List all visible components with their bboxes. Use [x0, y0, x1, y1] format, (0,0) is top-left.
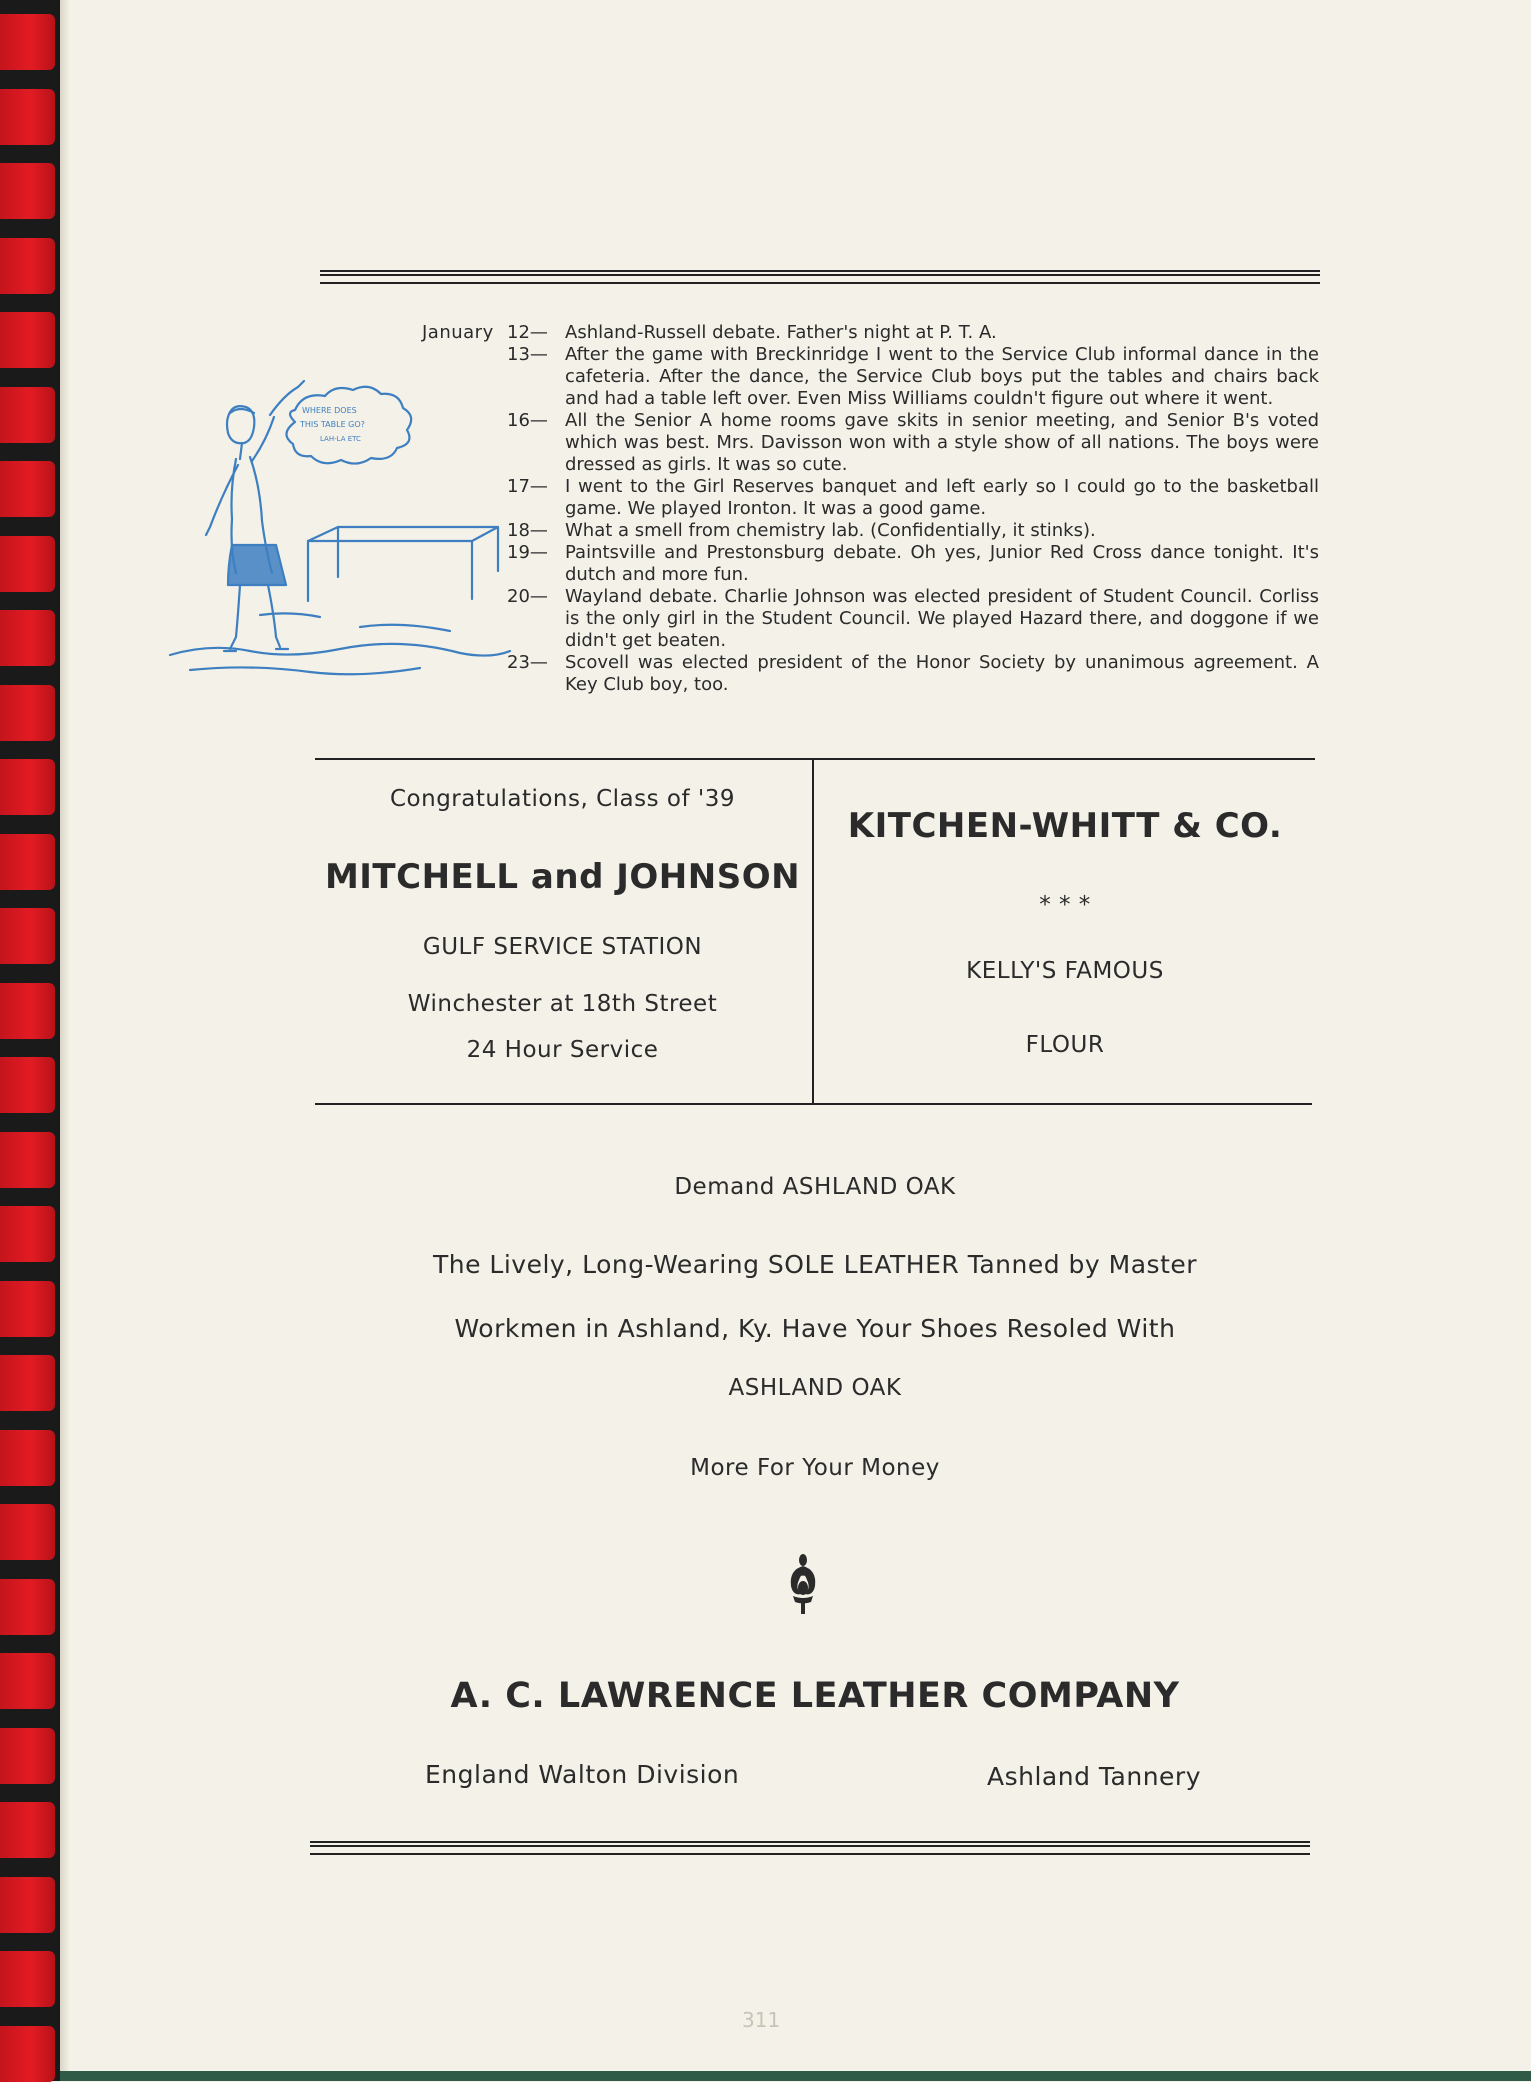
entry-text: Ashland-Russell debate. Father's night at P. T. A. — [565, 322, 997, 343]
entry-day: 20— — [507, 586, 548, 607]
calendar-entry — [507, 410, 1319, 476]
binding-tab — [0, 89, 55, 145]
binding-tab — [0, 461, 55, 517]
entry-text: Paintsville and Prestonsburg debate. Oh yes, Junior Red Cross dance tonight. It's dutch and more fun. — [565, 542, 1319, 585]
sketch-caption-line-1: WHERE DOES — [302, 406, 357, 415]
binding-tab — [0, 1206, 55, 1262]
calendar-entries — [507, 322, 1319, 696]
binding-tab — [0, 908, 55, 964]
calendar-entry — [507, 520, 1319, 542]
calendar-entry — [507, 652, 1319, 696]
entry-day: 18— — [507, 520, 548, 541]
binding-tab — [0, 1802, 55, 1858]
table-sketch-illustration — [160, 365, 515, 690]
binding-tab — [0, 387, 55, 443]
binding-tab — [0, 1057, 55, 1113]
binding-tab — [0, 1951, 55, 2007]
binding-tab — [0, 163, 55, 219]
ad-left-name: MITCHELL and JOHNSON — [324, 857, 801, 897]
division-left: England Walton Division — [425, 1760, 740, 1789]
entry-text: What a smell from chemistry lab. (Confidentially, it stinks). — [565, 520, 1096, 541]
entry-day: 23— — [507, 652, 548, 673]
calendar-entry — [507, 586, 1319, 652]
binding-tab — [0, 312, 55, 368]
ad-left-business: GULF SERVICE STATION — [422, 934, 703, 960]
main-ad-line-1: The Lively, Long-Wearing SOLE LEATHER Tanned by Master — [432, 1250, 1198, 1279]
company-name: A. C. LAWRENCE LEATHER COMPANY — [450, 1676, 1180, 1716]
binding-tab — [0, 2026, 55, 2082]
page-number: 311 — [742, 2008, 781, 2032]
sketch-caption-line-2: THIS TABLE GO? — [300, 420, 365, 429]
calendar-entry — [507, 344, 1319, 410]
entry-text: Wayland debate. Charlie Johnson was elected president of Student Council. Corliss is the only girl in the Student Council. We played Hazard there, and doggone if we didn't get beaten. — [565, 586, 1319, 651]
ad-box-bottom-rule — [315, 1103, 1312, 1105]
entry-day: 13— — [507, 344, 548, 365]
binding-tab — [0, 759, 55, 815]
calendar-entry — [507, 322, 1319, 344]
entry-day: 12— — [507, 322, 548, 343]
page-edge — [60, 0, 70, 2081]
entry-text: After the game with Breckinridge I went to the Service Club informal dance in the cafeteria. After the dance, the Service Club boys put the tables and chairs back and had a table left over. Even Miss Williams couldn't figure out where it went. — [565, 344, 1319, 409]
binding-tab — [0, 610, 55, 666]
entry-day: 19— — [507, 542, 548, 563]
ad-left-congrats: Congratulations, Class of '39 — [390, 786, 735, 812]
cover-edge — [60, 2071, 1531, 2081]
binding-tab — [0, 1877, 55, 1933]
division-right: Ashland Tannery — [987, 1762, 1201, 1791]
binding-tab — [0, 685, 55, 741]
entry-text: All the Senior A home rooms gave skits in senior meeting, and Senior B's voted which was best. Mrs. Davisson won with a style show of all nations. The boys were dressed as girls. It was so cute. — [565, 410, 1319, 475]
calendar-entry — [507, 542, 1319, 586]
ad-box-divider — [812, 758, 814, 1103]
binding-tab — [0, 238, 55, 294]
top-rule — [320, 270, 1320, 284]
ad-left-hours: 24 Hour Service — [466, 1037, 659, 1063]
main-ad-line-4: More For Your Money — [690, 1455, 940, 1481]
entry-text: I went to the Girl Reserves banquet and left early so I could go to the basketball game. We played Ironton. It was a good game. — [565, 476, 1319, 519]
binding-tab — [0, 536, 55, 592]
bottom-rule — [310, 1841, 1310, 1855]
ad-right-name: KITCHEN-WHITT & CO. — [847, 806, 1283, 846]
fleuron-ornament — [785, 1552, 821, 1618]
spiral-binding — [0, 0, 60, 2081]
binding-tab — [0, 834, 55, 890]
ad-box-top-rule — [315, 758, 1315, 760]
binding-tab — [0, 983, 55, 1039]
ad-left-address: Winchester at 18th Street — [407, 991, 718, 1017]
sketch-caption-line-3: LAH-LA ETC — [320, 435, 361, 443]
binding-tab — [0, 1430, 55, 1486]
entry-day: 17— — [507, 476, 548, 497]
calendar-month: January — [422, 322, 494, 343]
ad-right-product-2: FLOUR — [1025, 1032, 1105, 1058]
binding-tab — [0, 1504, 55, 1560]
ad-right-stars: * * * — [1039, 892, 1091, 918]
binding-tab — [0, 14, 55, 70]
main-ad-line-2: Workmen in Ashland, Ky. Have Your Shoes Resoled With — [454, 1314, 1176, 1343]
binding-tab — [0, 1653, 55, 1709]
entry-text: Scovell was elected president of the Honor Society by unanimous agreement. A Key Club boy, too. — [565, 652, 1319, 695]
binding-tab — [0, 1355, 55, 1411]
binding-tab — [0, 1281, 55, 1337]
entry-day: 16— — [507, 410, 548, 431]
main-ad-demand: Demand ASHLAND OAK — [674, 1174, 956, 1200]
calendar-entry — [507, 476, 1319, 520]
main-ad-line-3: ASHLAND OAK — [728, 1375, 902, 1401]
ad-right-product: KELLY'S FAMOUS — [966, 958, 1164, 984]
binding-tab — [0, 1579, 55, 1635]
binding-tab — [0, 1728, 55, 1784]
binding-tab — [0, 1132, 55, 1188]
